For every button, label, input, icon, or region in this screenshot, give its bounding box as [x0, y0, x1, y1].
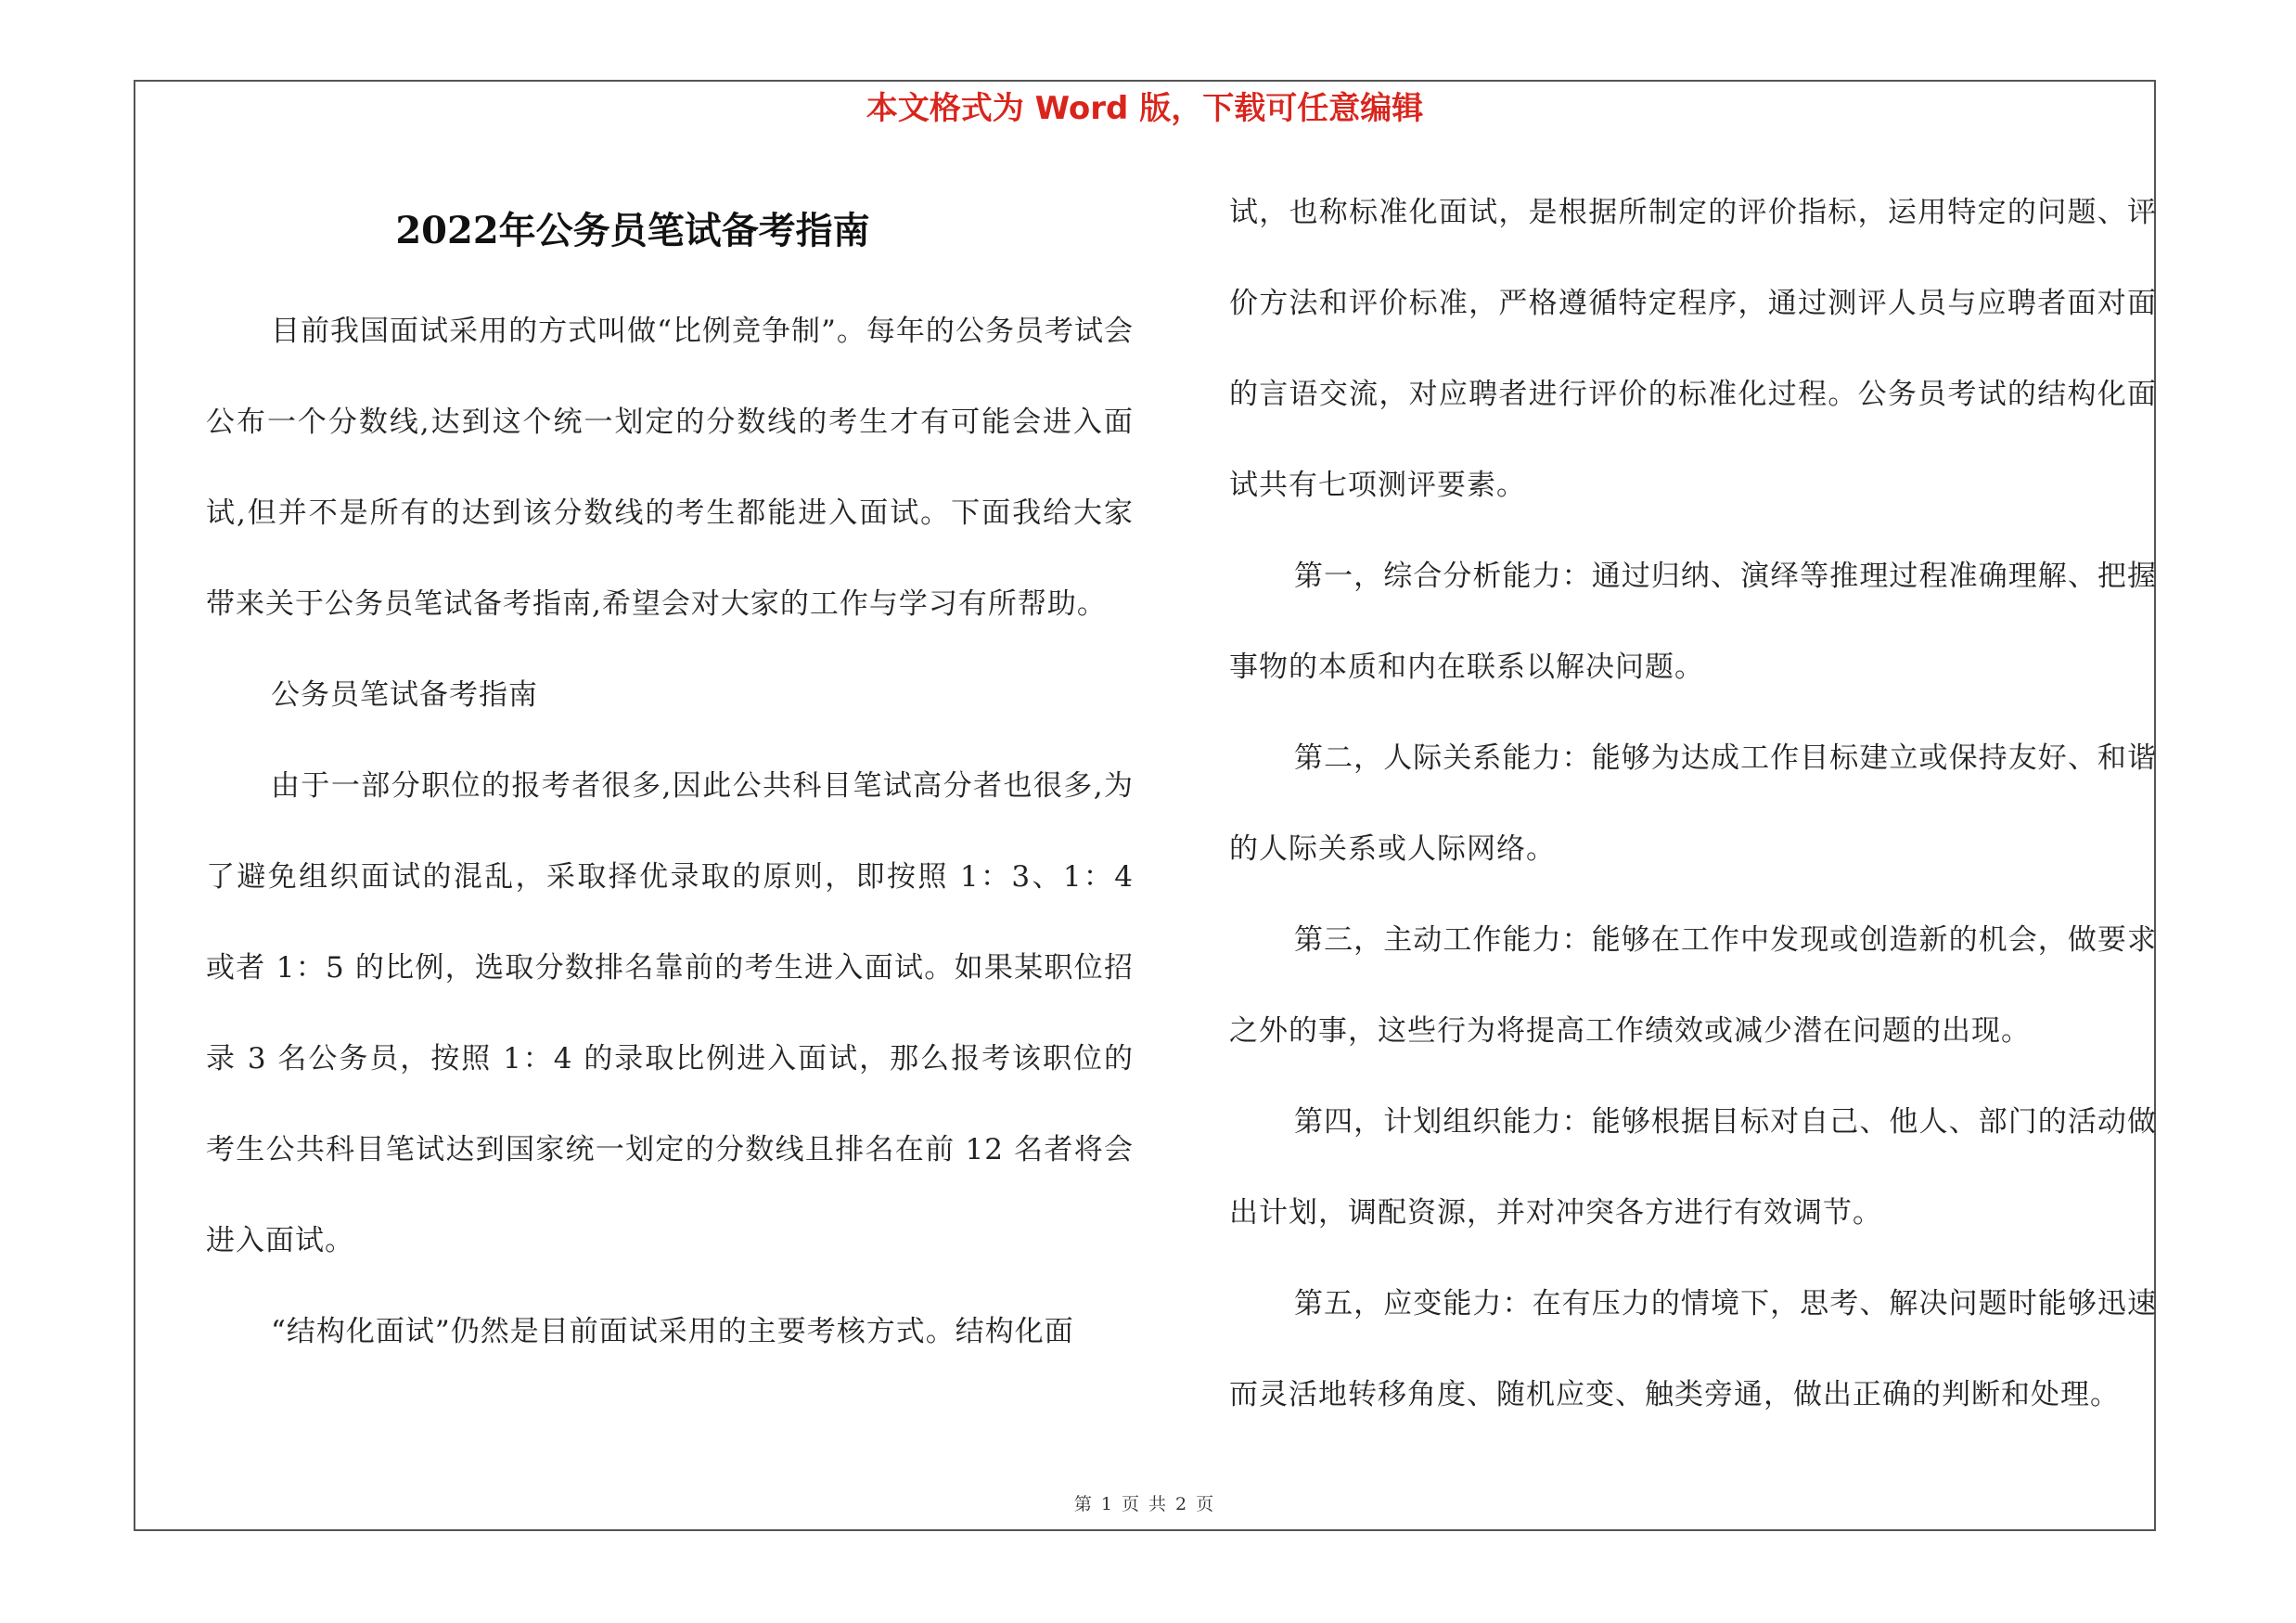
document-title: 2022年公务员笔试备考指南	[395, 209, 870, 252]
paragraph-ability-5: 第五，应变能力：在有压力的情境下，思考、解决问题时能够迅速而灵活地转移角度、随机应变、触类旁通，做出正确的判断和处理。	[1229, 1287, 2157, 1411]
paragraph-ratio: 由于一部分职位的报考者很多,因此公共科目笔试高分者也很多,为了避免组织面试的混乱，采取择优录取的原则，即按照 1：3、1：4 或者 1：5 的比例，选取分数排名靠前的考生进入面试。如果某职位招录 3 名公务员，按照 1：4 的录取比例进入面试，那么报考该职位的考生公共科目笔试达到国家统一划定的分数线且排名在前 12 名者将会进入面试。	[206, 769, 1134, 1257]
paragraph-ability-2: 第二，人际关系能力：能够为达成工作目标建立或保持友好、和谐的人际关系或人际网络。	[1229, 741, 2157, 866]
word-format-banner: 本文格式为 Word 版，下载可任意编辑	[866, 90, 1424, 127]
right-column	[1229, 167, 2157, 1440]
paragraph-ability-4: 第四，计划组织能力：能够根据目标对自己、他人、部门的活动做出计划，调配资源，并对冲突各方进行有效调节。	[1229, 1105, 2157, 1230]
paragraph-structured-interview: “结构化面试”仍然是目前面试采用的主要考核方式。结构化面	[271, 1315, 1074, 1348]
paragraph-subheading: 公务员笔试备考指南	[271, 678, 538, 712]
left-column	[206, 176, 1134, 1377]
paragraph-structured-continued: 试，也称标准化面试，是根据所制定的评价指标，运用特定的问题、评价方法和评价标准，严格遵循特定程序，通过测评人员与应聘者面对面的言语交流，对应聘者进行评价的标准化过程。公务员考试的结构化面试共有七项测评要素。	[1229, 196, 2157, 502]
paragraph-intro: 目前我国面试采用的方式叫做“比例竞争制”。每年的公务员考试会公布一个分数线,达到这个统一划定的分数线的考生才有可能会进入面试,但并不是所有的达到该分数线的考生都能进入面试。下面我给大家带来关于公务员笔试备考指南,希望会对大家的工作与学习有所帮助。	[206, 315, 1134, 621]
paragraph-ability-1: 第一，综合分析能力：通过归纳、演绎等推理过程准确理解、把握事物的本质和内在联系以解决问题。	[1229, 560, 2157, 684]
paragraph-ability-3: 第三，主动工作能力：能够在工作中发现或创造新的机会，做要求之外的事，这些行为将提高工作绩效或减少潜在问题的出现。	[1229, 923, 2157, 1048]
page-number-footer: 第 1 页 共 2 页	[1073, 1494, 1216, 1514]
